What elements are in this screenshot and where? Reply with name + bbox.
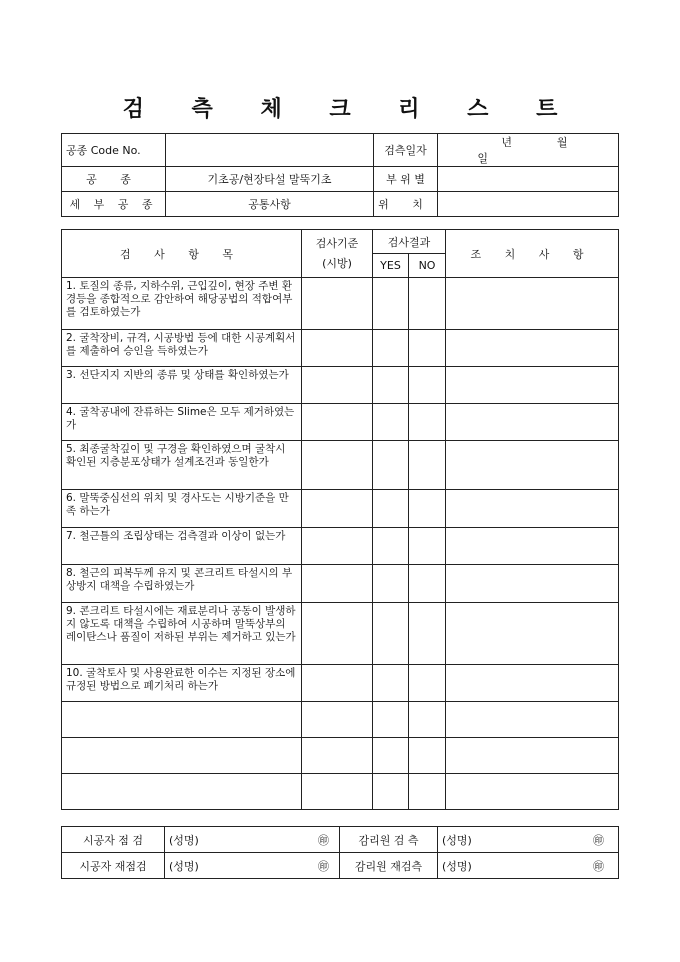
date-year: 년 bbox=[501, 136, 512, 149]
header-yes: YES bbox=[373, 254, 409, 278]
seal-icon: ㊞ bbox=[593, 859, 604, 873]
action-cell[interactable] bbox=[446, 404, 619, 441]
action-cell[interactable] bbox=[446, 330, 619, 367]
info-table bbox=[61, 133, 619, 217]
no-cell[interactable] bbox=[409, 565, 446, 603]
no-cell[interactable] bbox=[409, 702, 446, 738]
contractor-check-label: 시공자 점 검 bbox=[62, 827, 165, 853]
work-type-label: 공 종 bbox=[62, 167, 166, 192]
action-cell[interactable] bbox=[446, 490, 619, 528]
yes-cell[interactable] bbox=[373, 278, 409, 330]
supervisor-check-label: 감리원 검 측 bbox=[340, 827, 438, 853]
signature-placeholder: (성명) bbox=[442, 859, 472, 873]
action-cell[interactable] bbox=[446, 528, 619, 565]
seal-icon: ㊞ bbox=[318, 859, 329, 873]
yes-cell[interactable] bbox=[373, 330, 409, 367]
check-item-blank-1[interactable] bbox=[62, 702, 302, 738]
part-label: 부 위 별 bbox=[374, 167, 438, 192]
action-cell[interactable] bbox=[446, 603, 619, 665]
yes-cell[interactable] bbox=[373, 528, 409, 565]
sub-work-label: 세 부 공 종 bbox=[62, 192, 166, 217]
check-item-4: 4. 굴착공내에 잔류하는 Slime은 모두 제거하였는가 bbox=[62, 404, 302, 441]
yes-cell[interactable] bbox=[373, 774, 409, 810]
no-cell[interactable] bbox=[409, 404, 446, 441]
no-cell[interactable] bbox=[409, 441, 446, 490]
yes-cell[interactable] bbox=[373, 603, 409, 665]
check-item-9: 9. 콘크리트 타설시에는 재료분리나 공동이 발생하지 않도록 대책을 수립하여 시공하며 말뚝상부의 레이탄스나 품질이 저하된 부위는 제거하고 있는가 bbox=[62, 603, 302, 665]
no-cell[interactable] bbox=[409, 774, 446, 810]
header-result: 검사결과 bbox=[373, 230, 446, 254]
yes-cell[interactable] bbox=[373, 565, 409, 603]
standard-cell[interactable] bbox=[302, 278, 373, 330]
standard-cell[interactable] bbox=[302, 330, 373, 367]
yes-cell[interactable] bbox=[373, 404, 409, 441]
signature-placeholder: (성명) bbox=[169, 859, 199, 873]
action-cell[interactable] bbox=[446, 441, 619, 490]
yes-cell[interactable] bbox=[373, 367, 409, 404]
checklist-table bbox=[61, 229, 619, 810]
contractor-recheck-label: 시공자 재점검 bbox=[62, 853, 165, 879]
check-item-6: 6. 말뚝중심선의 위치 및 경사도는 시방기준을 만족 하는가 bbox=[62, 490, 302, 528]
yes-cell[interactable] bbox=[373, 441, 409, 490]
standard-cell[interactable] bbox=[302, 603, 373, 665]
yes-cell[interactable] bbox=[373, 738, 409, 774]
standard-cell[interactable] bbox=[302, 565, 373, 603]
seal-icon: ㊞ bbox=[318, 833, 329, 847]
check-item-3: 3. 선단지지 지반의 종류 및 상태를 확인하였는가 bbox=[62, 367, 302, 404]
standard-cell[interactable] bbox=[302, 528, 373, 565]
date-day: 일 bbox=[477, 152, 488, 165]
part-value[interactable] bbox=[438, 167, 619, 192]
check-item-5: 5. 최종굴착깊이 및 구경을 확인하였으며 굴착시 확인된 지층분포상태가 설계조건과 동일한가 bbox=[62, 441, 302, 490]
yes-cell[interactable] bbox=[373, 665, 409, 702]
action-cell[interactable] bbox=[446, 738, 619, 774]
yes-cell[interactable] bbox=[373, 490, 409, 528]
no-cell[interactable] bbox=[409, 367, 446, 404]
standard-cell[interactable] bbox=[302, 738, 373, 774]
action-cell[interactable] bbox=[446, 702, 619, 738]
check-item-blank-3[interactable] bbox=[62, 774, 302, 810]
standard-cell[interactable] bbox=[302, 774, 373, 810]
date-month: 월 bbox=[556, 136, 568, 149]
check-item-8: 8. 철근의 피복두께 유지 및 콘크리트 타설시의 부상방지 대책을 수립하였는가 bbox=[62, 565, 302, 603]
sub-work-value[interactable]: 공통사항 bbox=[166, 192, 374, 217]
check-item-1: 1. 토질의 종류, 지하수위, 근입깊이, 현장 주변 환경등을 종합적으로 감안하여 해당공법의 적합여부를 검토하였는가 bbox=[62, 278, 302, 330]
action-cell[interactable] bbox=[446, 665, 619, 702]
supervisor-recheck-signature[interactable] bbox=[438, 853, 619, 879]
signature-placeholder: (성명) bbox=[442, 833, 472, 847]
standard-cell[interactable] bbox=[302, 665, 373, 702]
check-item-2: 2. 굴착장비, 규격, 시공방법 등에 대한 시공계획서를 제출하여 승인을 득하였는가 bbox=[62, 330, 302, 367]
check-item-7: 7. 철근틀의 조립상태는 검측결과 이상이 없는가 bbox=[62, 528, 302, 565]
inspection-date-value[interactable] bbox=[438, 134, 619, 167]
no-cell[interactable] bbox=[409, 528, 446, 565]
signature-table bbox=[61, 826, 619, 879]
check-item-blank-2[interactable] bbox=[62, 738, 302, 774]
seal-icon: ㊞ bbox=[593, 833, 604, 847]
action-cell[interactable] bbox=[446, 367, 619, 404]
action-cell[interactable] bbox=[446, 565, 619, 603]
standard-cell[interactable] bbox=[302, 367, 373, 404]
header-no: NO bbox=[409, 254, 446, 278]
location-label: 위 치 bbox=[374, 192, 438, 217]
location-value[interactable] bbox=[438, 192, 619, 217]
no-cell[interactable] bbox=[409, 330, 446, 367]
signature-placeholder: (성명) bbox=[169, 833, 199, 847]
no-cell[interactable] bbox=[409, 490, 446, 528]
action-cell[interactable] bbox=[446, 278, 619, 330]
standard-cell[interactable] bbox=[302, 441, 373, 490]
contractor-check-signature[interactable] bbox=[165, 827, 340, 853]
header-standard-line2: (시방) bbox=[322, 256, 352, 270]
work-type-value[interactable]: 기초공/현장타설 말뚝기초 bbox=[166, 167, 374, 192]
yes-cell[interactable] bbox=[373, 702, 409, 738]
no-cell[interactable] bbox=[409, 603, 446, 665]
work-code-value[interactable] bbox=[166, 134, 374, 167]
standard-cell[interactable] bbox=[302, 490, 373, 528]
no-cell[interactable] bbox=[409, 665, 446, 702]
no-cell[interactable] bbox=[409, 738, 446, 774]
inspection-date-label: 검측일자 bbox=[374, 134, 438, 167]
standard-cell[interactable] bbox=[302, 702, 373, 738]
header-action: 조 치 사 항 bbox=[446, 230, 619, 278]
standard-cell[interactable] bbox=[302, 404, 373, 441]
action-cell[interactable] bbox=[446, 774, 619, 810]
supervisor-recheck-label: 감리원 재검측 bbox=[340, 853, 438, 879]
header-standard bbox=[302, 230, 373, 278]
contractor-recheck-signature[interactable] bbox=[165, 853, 340, 879]
work-code-label: 공종 Code No. bbox=[62, 134, 166, 167]
header-standard-line1: 검사기준 bbox=[315, 236, 359, 250]
page-title: 검 측 체 크 리 스 트 bbox=[122, 96, 578, 122]
no-cell[interactable] bbox=[409, 278, 446, 330]
check-item-10: 10. 굴착토사 및 사용완료한 이수는 지정된 장소에 규정된 방법으로 폐기처리 하는가 bbox=[62, 665, 302, 702]
header-item: 검 사 항 목 bbox=[62, 230, 302, 278]
supervisor-check-signature[interactable] bbox=[438, 827, 619, 853]
